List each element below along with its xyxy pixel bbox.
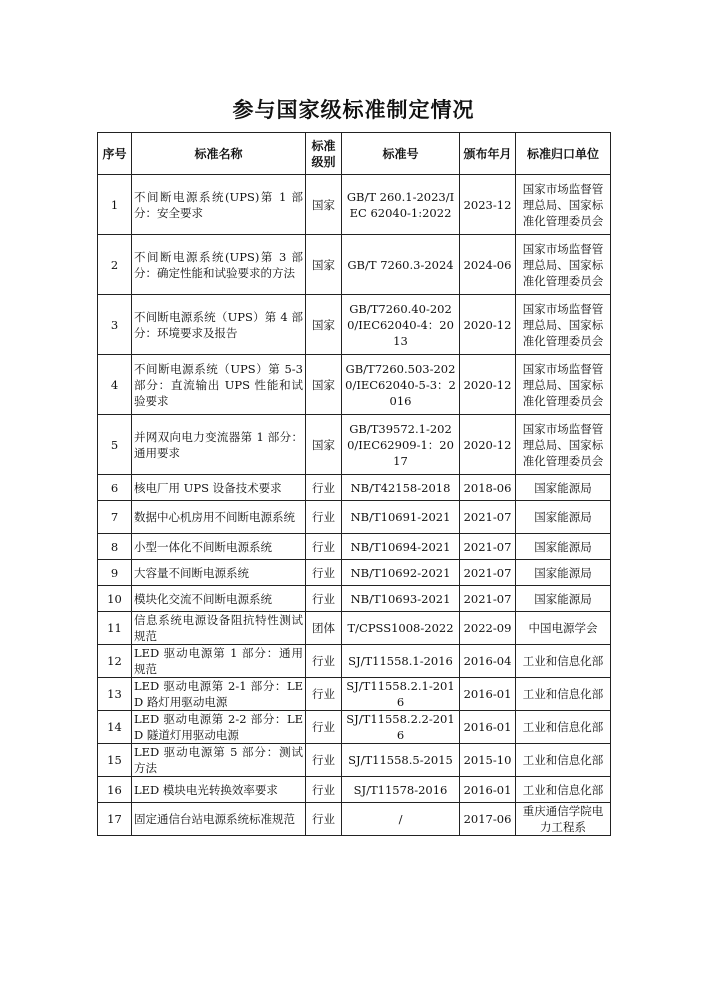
- cell-code: SJ/T11558.2.2-2016: [342, 711, 460, 744]
- cell-date: 2021-07: [460, 501, 516, 534]
- cell-seq: 2: [98, 235, 132, 295]
- table-header-row: [98, 133, 611, 175]
- cell-seq: 12: [98, 645, 132, 678]
- cell-dept: 国家能源局: [516, 501, 611, 534]
- cell-name: 不间断电源系统（UPS）第 4 部分：环境要求及报告: [132, 295, 306, 355]
- header-code: 标准号: [342, 133, 460, 175]
- cell-dept: 国家能源局: [516, 475, 611, 501]
- table-row: [98, 534, 611, 560]
- cell-name: 数据中心机房用不间断电源系统: [132, 501, 306, 534]
- page-title: 参与国家级标准制定情况: [232, 98, 475, 122]
- table-row: [98, 235, 611, 295]
- cell-seq: 3: [98, 295, 132, 355]
- cell-code: NB/T10691-2021: [342, 501, 460, 534]
- cell-date: 2023-12: [460, 175, 516, 235]
- cell-date: 2021-07: [460, 534, 516, 560]
- table-row: [98, 415, 611, 475]
- table-row: [98, 612, 611, 645]
- cell-name: 并网双向电力变流器第 1 部分：通用要求: [132, 415, 306, 475]
- cell-code: SJ/T11558.1-2016: [342, 645, 460, 678]
- cell-level: 行业: [306, 501, 342, 534]
- table-row: [98, 645, 611, 678]
- cell-level: 国家: [306, 295, 342, 355]
- cell-name: LED 驱动电源第 1 部分：通用规范: [132, 645, 306, 678]
- cell-name: 大容量不间断电源系统: [132, 560, 306, 586]
- cell-seq: 14: [98, 711, 132, 744]
- cell-date: 2015-10: [460, 744, 516, 777]
- cell-date: 2024-06: [460, 235, 516, 295]
- cell-level: 行业: [306, 777, 342, 803]
- table-row: [98, 295, 611, 355]
- cell-date: 2016-04: [460, 645, 516, 678]
- cell-seq: 17: [98, 803, 132, 836]
- header-name: 标准名称: [132, 133, 306, 175]
- cell-seq: 13: [98, 678, 132, 711]
- cell-date: 2022-09: [460, 612, 516, 645]
- cell-seq: 1: [98, 175, 132, 235]
- header-dept: 标准归口单位: [516, 133, 611, 175]
- cell-dept: 国家市场监督管理总局、国家标准化管理委员会: [516, 235, 611, 295]
- cell-seq: 7: [98, 501, 132, 534]
- cell-date: 2021-07: [460, 560, 516, 586]
- cell-code: NB/T42158-2018: [342, 475, 460, 501]
- cell-code: T/CPSS1008-2022: [342, 612, 460, 645]
- cell-seq: 15: [98, 744, 132, 777]
- cell-date: 2018-06: [460, 475, 516, 501]
- cell-level: 国家: [306, 355, 342, 415]
- cell-date: 2020-12: [460, 295, 516, 355]
- cell-level: 国家: [306, 175, 342, 235]
- cell-date: 2021-07: [460, 586, 516, 612]
- cell-dept: 工业和信息化部: [516, 744, 611, 777]
- cell-name: 不间断电源系统(UPS)第 3 部分：确定性能和试验要求的方法: [132, 235, 306, 295]
- cell-seq: 10: [98, 586, 132, 612]
- cell-date: 2020-12: [460, 415, 516, 475]
- cell-code: SJ/T11578-2016: [342, 777, 460, 803]
- cell-seq: 11: [98, 612, 132, 645]
- cell-level: 国家: [306, 415, 342, 475]
- table-row: [98, 475, 611, 501]
- cell-code: GB/T7260.503-2020/IEC62040-5-3：2016: [342, 355, 460, 415]
- cell-code: NB/T10693-2021: [342, 586, 460, 612]
- cell-name: 固定通信台站电源系统标准规范: [132, 803, 306, 836]
- cell-name: 不间断电源系统(UPS)第 1 部分：安全要求: [132, 175, 306, 235]
- table-row: [98, 355, 611, 415]
- standards-table: [97, 132, 611, 836]
- cell-seq: 6: [98, 475, 132, 501]
- cell-dept: 国家能源局: [516, 534, 611, 560]
- cell-name: LED 驱动电源第 2-1 部分：LED 路灯用驱动电源: [132, 678, 306, 711]
- cell-code: SJ/T11558.2.1-2016: [342, 678, 460, 711]
- table-row: [98, 501, 611, 534]
- cell-seq: 8: [98, 534, 132, 560]
- table-row: [98, 586, 611, 612]
- cell-name: 核电厂用 UPS 设备技术要求: [132, 475, 306, 501]
- cell-dept: 重庆通信学院电力工程系: [516, 803, 611, 836]
- cell-level: 团体: [306, 612, 342, 645]
- cell-dept: 国家市场监督管理总局、国家标准化管理委员会: [516, 175, 611, 235]
- cell-level: 行业: [306, 803, 342, 836]
- table-row: [98, 777, 611, 803]
- table-row: [98, 560, 611, 586]
- cell-dept: 工业和信息化部: [516, 711, 611, 744]
- cell-code: NB/T10694-2021: [342, 534, 460, 560]
- cell-name: 信息系统电源设备阻抗特性测试规范: [132, 612, 306, 645]
- header-seq: 序号: [98, 133, 132, 175]
- cell-dept: 国家市场监督管理总局、国家标准化管理委员会: [516, 295, 611, 355]
- cell-date: 2016-01: [460, 777, 516, 803]
- cell-name: LED 驱动电源第 2-2 部分：LED 隧道灯用驱动电源: [132, 711, 306, 744]
- cell-level: 行业: [306, 475, 342, 501]
- cell-level: 行业: [306, 560, 342, 586]
- cell-code: GB/T 260.1-2023/IEC 62040-1:2022: [342, 175, 460, 235]
- cell-code: GB/T7260.40-2020/IEC62040-4：2013: [342, 295, 460, 355]
- table-row: [98, 175, 611, 235]
- cell-dept: 国家能源局: [516, 560, 611, 586]
- cell-code: GB/T 7260.3-2024: [342, 235, 460, 295]
- cell-dept: 国家市场监督管理总局、国家标准化管理委员会: [516, 415, 611, 475]
- cell-name: 小型一体化不间断电源系统: [132, 534, 306, 560]
- cell-dept: 国家能源局: [516, 586, 611, 612]
- cell-dept: 工业和信息化部: [516, 678, 611, 711]
- cell-name: 不间断电源系统（UPS）第 5-3 部分：直流输出 UPS 性能和试验要求: [132, 355, 306, 415]
- cell-date: 2016-01: [460, 711, 516, 744]
- cell-code: /: [342, 803, 460, 836]
- header-date: 颁布年月: [460, 133, 516, 175]
- header-level: 标准级别: [306, 133, 342, 175]
- cell-code: GB/T39572.1-2020/IEC62909-1：2017: [342, 415, 460, 475]
- cell-dept: 中国电源学会: [516, 612, 611, 645]
- cell-name: LED 驱动电源第 5 部分：测试方法: [132, 744, 306, 777]
- cell-dept: 国家市场监督管理总局、国家标准化管理委员会: [516, 355, 611, 415]
- cell-level: 行业: [306, 744, 342, 777]
- table-row: [98, 744, 611, 777]
- cell-code: NB/T10692-2021: [342, 560, 460, 586]
- cell-date: 2017-06: [460, 803, 516, 836]
- cell-date: 2020-12: [460, 355, 516, 415]
- cell-level: 行业: [306, 711, 342, 744]
- cell-date: 2016-01: [460, 678, 516, 711]
- table-row: [98, 711, 611, 744]
- cell-code: SJ/T11558.5-2015: [342, 744, 460, 777]
- cell-level: 行业: [306, 645, 342, 678]
- cell-dept: 工业和信息化部: [516, 645, 611, 678]
- cell-name: 模块化交流不间断电源系统: [132, 586, 306, 612]
- table-row: [98, 803, 611, 836]
- cell-seq: 4: [98, 355, 132, 415]
- cell-seq: 9: [98, 560, 132, 586]
- cell-level: 行业: [306, 586, 342, 612]
- cell-dept: 工业和信息化部: [516, 777, 611, 803]
- table-row: [98, 678, 611, 711]
- cell-level: 国家: [306, 235, 342, 295]
- cell-level: 行业: [306, 534, 342, 560]
- cell-seq: 16: [98, 777, 132, 803]
- cell-level: 行业: [306, 678, 342, 711]
- cell-seq: 5: [98, 415, 132, 475]
- cell-name: LED 模块电光转换效率要求: [132, 777, 306, 803]
